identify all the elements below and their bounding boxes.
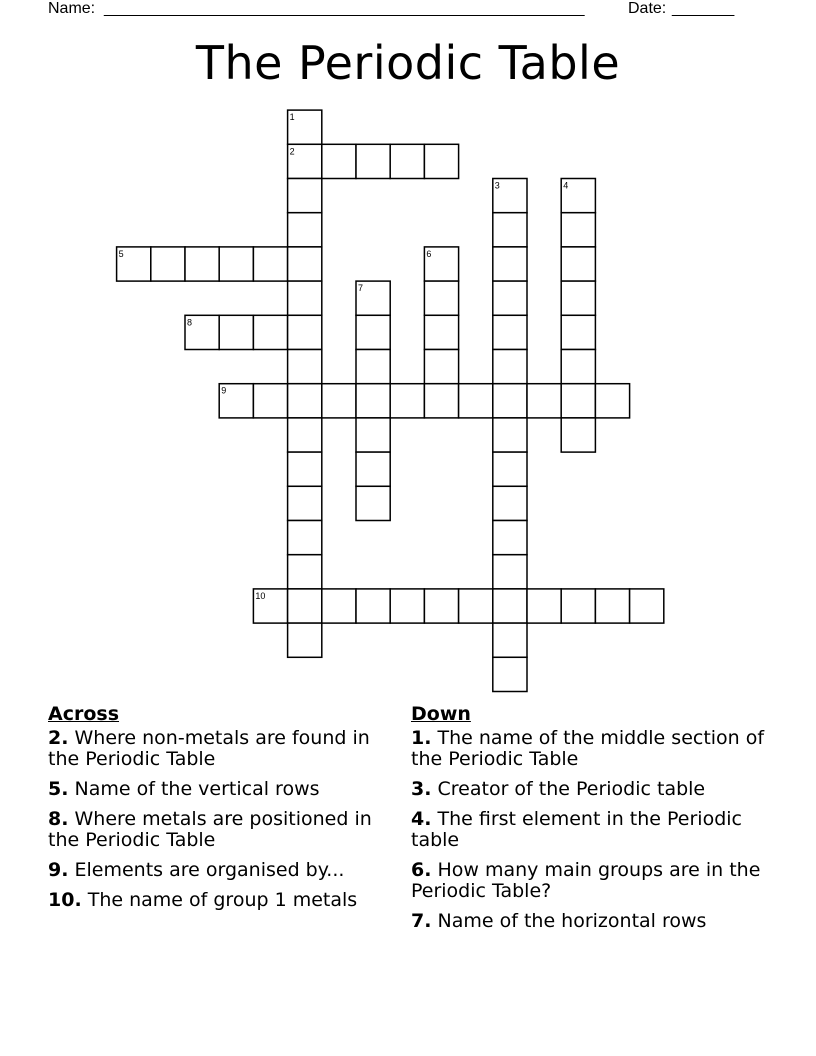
grid-cell[interactable] <box>288 350 322 384</box>
grid-cell[interactable] <box>288 213 322 247</box>
across-heading: Across <box>48 703 120 725</box>
grid-cell[interactable] <box>288 281 322 315</box>
clue-text: Where metals are positioned in the Periodic Table <box>48 808 372 851</box>
date-label: Date: <box>628 0 667 17</box>
grid-cell[interactable] <box>493 589 527 623</box>
clue-across-8 <box>48 809 388 851</box>
grid-cell[interactable] <box>288 315 322 349</box>
grid-cell[interactable] <box>253 384 287 418</box>
clue-text: Elements are organised by... <box>74 859 345 881</box>
clue-text: Name of the horizontal rows <box>437 910 707 932</box>
clue-number: 6. <box>411 859 432 881</box>
cell-number: 3 <box>494 180 500 191</box>
grid-cell[interactable] <box>322 144 356 178</box>
grid-cell[interactable] <box>424 589 458 623</box>
grid-cell[interactable] <box>493 384 527 418</box>
grid-cell[interactable] <box>219 247 253 281</box>
grid-cell[interactable] <box>561 418 595 452</box>
clue-down-7 <box>411 911 771 932</box>
clue-text: The name of the middle section of the Periodic Table <box>411 727 765 770</box>
grid-cell[interactable] <box>527 384 561 418</box>
grid-cell[interactable] <box>288 555 322 589</box>
date-blank: _______ <box>672 0 735 17</box>
clue-down-1 <box>411 728 771 770</box>
clue-text: Creator of the Periodic table <box>437 778 706 800</box>
grid-cell[interactable] <box>493 315 527 349</box>
cell-number: 9 <box>221 385 227 396</box>
page-title: The Periodic Table <box>195 36 621 90</box>
clue-number: 8. <box>48 808 69 830</box>
grid-cell[interactable] <box>356 589 390 623</box>
grid-cell[interactable] <box>185 247 219 281</box>
clue-across-10 <box>48 890 388 911</box>
grid-cell[interactable] <box>493 281 527 315</box>
clue-number: 3. <box>411 778 432 800</box>
grid-cell[interactable] <box>322 384 356 418</box>
grid-cell[interactable] <box>253 315 287 349</box>
clue-number: 4. <box>411 808 432 830</box>
grid-cell[interactable] <box>356 315 390 349</box>
clue-number: 2. <box>48 727 69 749</box>
grid-cell[interactable] <box>356 486 390 520</box>
cell-number: 7 <box>358 283 364 294</box>
name-label: Name: <box>48 0 96 17</box>
clue-down-4 <box>411 809 771 851</box>
grid-cell[interactable] <box>493 247 527 281</box>
clue-text: The first element in the Periodic table <box>411 808 742 851</box>
clue-across-9 <box>48 860 388 881</box>
clue-number: 9. <box>48 859 69 881</box>
grid-cell[interactable] <box>561 350 595 384</box>
grid-cell[interactable] <box>493 486 527 520</box>
cell-number: 1 <box>289 112 295 123</box>
grid-cell[interactable] <box>459 384 493 418</box>
clue-text: The name of group 1 metals <box>87 889 358 911</box>
grid-cell[interactable] <box>493 521 527 555</box>
grid-cell[interactable] <box>288 623 322 657</box>
grid-cell[interactable] <box>595 589 629 623</box>
grid-cell[interactable] <box>493 350 527 384</box>
grid-cell[interactable] <box>493 623 527 657</box>
cell-number: 8 <box>187 317 193 328</box>
grid-cell[interactable] <box>390 589 424 623</box>
cell-number: 6 <box>426 248 432 259</box>
clue-across-2 <box>48 728 388 770</box>
grid-cell[interactable] <box>288 384 322 418</box>
cell-number: 2 <box>289 146 295 157</box>
clue-across-5 <box>48 779 388 800</box>
clue-number: 1. <box>411 727 432 749</box>
grid-cell[interactable] <box>459 589 493 623</box>
clue-text: Where non-metals are found in the Periodic Table <box>48 727 370 770</box>
clue-number: 10. <box>48 889 82 911</box>
down-heading: Down <box>411 703 471 725</box>
grid-cell[interactable] <box>151 247 185 281</box>
clue-number: 5. <box>48 778 69 800</box>
grid-cell[interactable] <box>424 281 458 315</box>
grid-cell[interactable] <box>493 213 527 247</box>
name-blank: ______________________________________________________ <box>104 0 585 17</box>
grid-cell[interactable] <box>356 350 390 384</box>
across-clues <box>48 704 388 920</box>
grid-cell[interactable] <box>356 452 390 486</box>
grid-cell[interactable] <box>493 555 527 589</box>
clue-text: How many main groups are in the Periodic Table? <box>411 859 761 902</box>
grid-cell[interactable] <box>288 521 322 555</box>
clue-number: 7. <box>411 910 432 932</box>
grid-cell[interactable] <box>493 657 527 691</box>
grid-cell[interactable] <box>561 247 595 281</box>
grid-cell[interactable] <box>424 384 458 418</box>
grid-cell[interactable] <box>288 452 322 486</box>
grid-cell[interactable] <box>288 486 322 520</box>
grid-cell[interactable] <box>288 179 322 213</box>
grid-cell[interactable] <box>356 144 390 178</box>
grid-cell[interactable] <box>561 589 595 623</box>
grid-cell[interactable] <box>493 418 527 452</box>
grid-cell[interactable] <box>424 350 458 384</box>
down-clues <box>411 704 771 941</box>
grid-cell[interactable] <box>356 384 390 418</box>
grid-cell[interactable] <box>424 315 458 349</box>
clue-down-3 <box>411 779 771 800</box>
clue-down-6 <box>411 860 771 902</box>
grid-cell[interactable] <box>288 418 322 452</box>
grid-cell[interactable] <box>390 144 424 178</box>
cell-number: 5 <box>118 248 124 259</box>
grid-cell[interactable] <box>493 452 527 486</box>
grid-cell[interactable] <box>527 589 561 623</box>
grid-cell[interactable] <box>356 418 390 452</box>
grid-cell[interactable] <box>630 589 664 623</box>
grid-cell[interactable] <box>253 247 287 281</box>
cell-number: 10 <box>255 590 266 601</box>
grid-cell[interactable] <box>288 247 322 281</box>
grid-cell[interactable] <box>561 213 595 247</box>
grid-cell[interactable] <box>561 384 595 418</box>
grid-cell[interactable] <box>561 315 595 349</box>
cell-number: 4 <box>563 180 569 191</box>
clue-text: Name of the vertical rows <box>74 778 320 800</box>
grid-cell[interactable] <box>219 315 253 349</box>
grid-cell[interactable] <box>595 384 629 418</box>
grid-cell[interactable] <box>390 384 424 418</box>
grid-cell[interactable] <box>322 589 356 623</box>
grid-cell[interactable] <box>561 281 595 315</box>
grid-cell[interactable] <box>288 589 322 623</box>
grid-cell[interactable] <box>424 144 458 178</box>
